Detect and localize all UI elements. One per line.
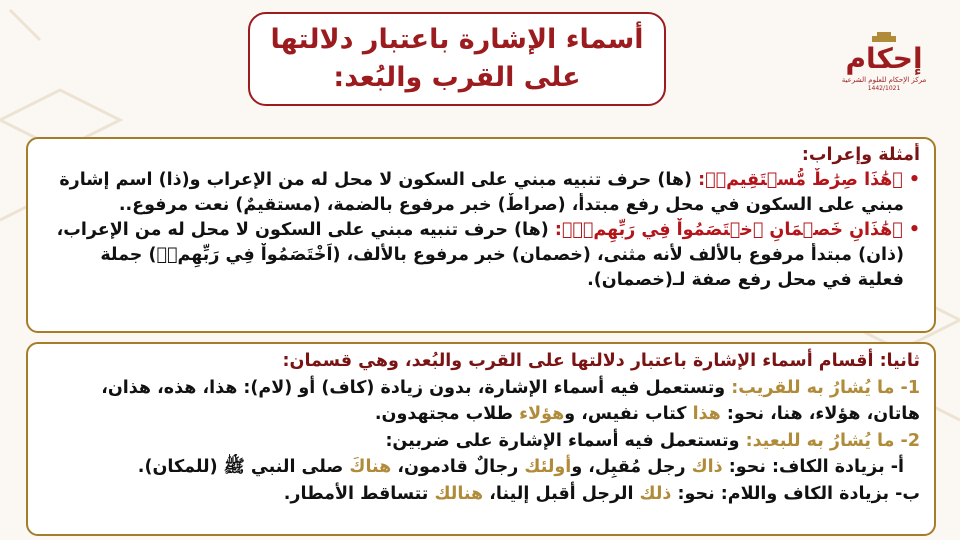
logo-number: 1442/1021 — [867, 85, 901, 92]
part2-a-line: أ- بزيادة الكاف: نحو: ذاك رجل مُقبِل، وأولئك رجالٌ قادمون، هناكَ صلى النبي ﷺ (للمكان). — [137, 457, 904, 477]
example-item-2-line-3: فعلية في محل رفع صفة لـ(خصمان). — [587, 270, 904, 290]
example-item-1-line-2: مبني على السكون في محل رفع مبتدأ، (صراطٌ) خبر مرفوع بالضمة، (مستقيمٌ) نعت مرفوع.. — [118, 195, 904, 215]
verse-2: ﴿هَٰذَانِ خَصۡمَانِ ٱخۡتَصَمُواْ فِي رَبِّهِمۡۖ﴾: — [554, 220, 903, 240]
part2-line-1: 2- ما يُشارُ به للبعيد: وتستعمل فيه أسماء الإشارة على ضربين: — [385, 430, 920, 451]
example-item-2-line-2: (ذان) مبتدأ مرفوع بالألف لأنه مثنى، (خصمان) خبر مرفوع بالألف، (اَخْتَصَمُواْ فِي رَبِّهِمۡۖ) جملة — [100, 245, 904, 265]
title-box — [248, 12, 666, 106]
logo-subtitle: مركز الإحكام للعلوم الشرعية — [841, 76, 927, 84]
examples-heading: أمثلة وإعراب: — [801, 145, 920, 165]
verse-1: ﴿هَٰذَا صِرَٰطٌ مُّسۡتَقِيمٞ﴾: — [698, 170, 903, 190]
example-item-1-line-1: •﴿هَٰذَا صِرَٰطٌ مُّسۡتَقِيمٞ﴾: (ها) حرف تنبيه مبني على السكون لا محل له من الإعراب و(ذا) اسم إشارة — [59, 170, 920, 190]
title-line-2: على القرب والبُعد: — [333, 62, 581, 93]
logo-dome-icon — [869, 30, 899, 42]
part1-label: 1- ما يُشارُ به للقريب: — [731, 377, 920, 398]
bullet-icon: • — [908, 170, 920, 190]
bullet-icon: • — [908, 220, 920, 240]
part2-b-line: ب- بزيادة الكاف واللام: نحو: ذلك الرجل أقبل إلينا، هنالك تتساقط الأمطار. — [283, 483, 920, 504]
title-line-1: أسماء الإشارة باعتبار دلالتها — [270, 24, 644, 55]
part1-line-1: 1- ما يُشارُ به للقريب: وتستعمل فيه أسماء الإشارة، بدون زيادة (كاف) أو (لام): هذا، هذه، هذان، — [101, 377, 920, 398]
part1-line-2: هاتان، هؤلاء، هنا، نحو: هذا كتاب نفيس، وهؤلاء طلاب مجتهدون. — [374, 404, 920, 424]
logo — [841, 30, 927, 96]
logo-word: إحكام — [845, 42, 923, 75]
divisions-heading: ثانيا: أقسام أسماء الإشارة باعتبار دلالتها على القرب والبُعد، وهي قسمان: — [282, 351, 920, 371]
example-item-2-line-1: •﴿هَٰذَانِ خَصۡمَانِ ٱخۡتَصَمُواْ فِي رَبِّهِمۡۖ﴾: (ها) حرف تنبيه مبني على السكون لا محل له من الإعراب، — [56, 220, 920, 240]
part2-label: 2- ما يُشارُ به للبعيد: — [745, 430, 920, 451]
examples-card — [26, 137, 936, 333]
divisions-card — [26, 342, 936, 536]
